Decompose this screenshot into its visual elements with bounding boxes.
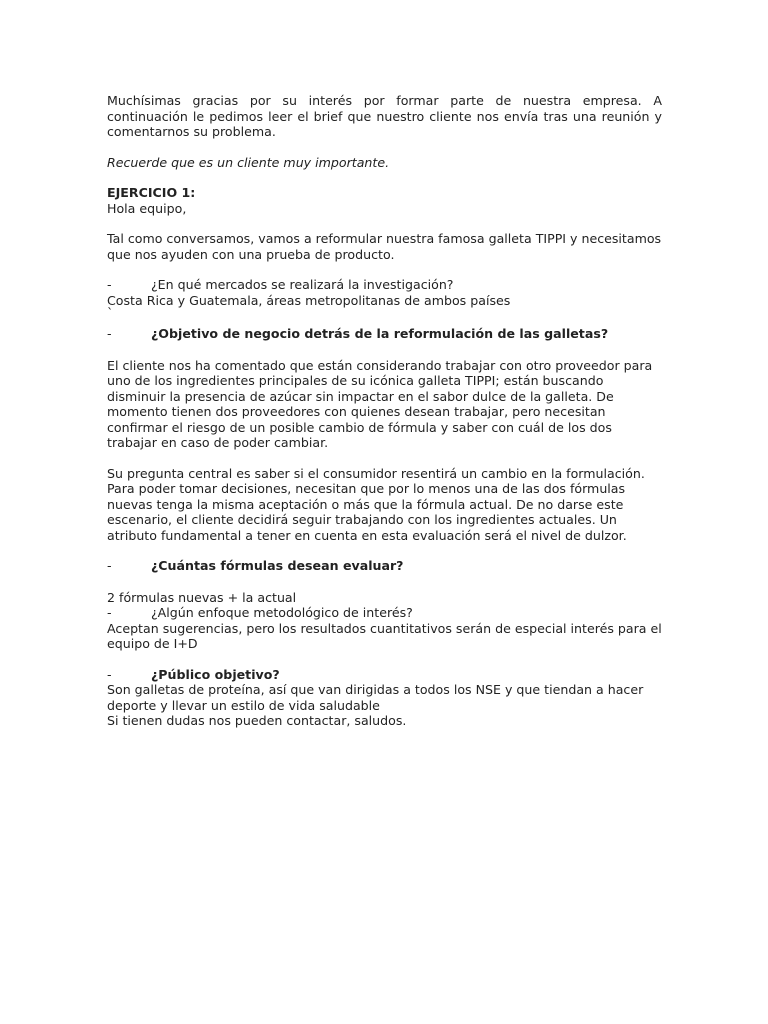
audience-question [107,667,662,683]
methodology-dash: - [107,605,112,620]
objective-p2-line: escenario, el cliente decidirá seguir trabajando con los ingredientes actuales. Un [107,512,617,527]
methodology-question [107,605,662,621]
intro-paragraph: Muchísimas gracias por su interés por formar parte de nuestra empresa. A continuación le pedimos leer el brief que nuestro cliente nos envía tras una reunión y comentarnos su problema. [107,93,662,139]
exercise-opening: Tal como conversamos, vamos a reformular nuestra famosa galleta TIPPI y necesitamos que nos ayuden con una prueba de producto. [107,231,662,262]
closing-line: Si tienen dudas nos pueden contactar, saludos. [107,713,407,728]
objective-question [107,326,662,342]
formulas-question-text: ¿Cuántas fórmulas desean evaluar? [151,558,404,573]
exercise-greeting: Hola equipo, [107,200,187,216]
audience-answer [107,682,662,713]
methodology-answer-line: Aceptan sugerencias, pero los resultados cuantitativos serán de especial interés para el [107,620,662,636]
objective-paragraph-1 [107,358,662,451]
formulas-question [107,558,662,574]
audience-question-text: ¿Público objetivo? [151,666,280,682]
objective-p2-line: atributo fundamental a tener en cuenta en esta evaluación será el nivel de dulzor. [107,527,627,543]
audience-answer-line: Son galletas de proteína, así que van dirigidas a todos los NSE y que tiendan a hacer [107,682,644,697]
objective-p2-line: Su pregunta central es saber si el consumidor resentirá un cambio en la formulación. [107,465,645,481]
exercise-heading: EJERCICIO 1: [107,185,196,200]
formulas-answer: 2 fórmulas nuevas + la actual [107,589,297,605]
objective-p1-line: momento tienen dos proveedores con quienes desean trabajar, pero necesitan [107,404,606,419]
objective-dash: - [107,326,112,341]
objective-p1-line: uno de los ingredientes principales de su icónica galleta TIPPI; están buscando [107,373,604,388]
formulas-dash: - [107,558,112,573]
intro-note: Recuerde que es un cliente muy importante. [107,154,390,170]
objective-p1-line: confirmar el riesgo de un posible cambio de fórmula y saber con cuál de los dos [107,419,612,435]
methodology-question-text: ¿Algún enfoque metodológico de interés? [151,605,413,620]
markets-stray-mark: ` [107,305,114,320]
objective-p1-line: El cliente nos ha comentado que están considerando trabajar con otro proveedor para [107,357,653,373]
audience-answer-line: deporte y llevar un estilo de vida saludable [107,697,380,713]
markets-dash: - [107,277,112,292]
objective-p2-line: nuevas tenga la misma aceptación o más que la fórmula actual. De no darse este [107,496,624,512]
document-page [107,93,662,729]
objective-paragraph-2 [107,466,662,544]
methodology-answer [107,621,662,652]
objective-p2-line: Para poder tomar decisiones, necesitan que por lo menos una de las dos fórmulas [107,481,626,496]
objective-p1-line: trabajar en caso de poder cambiar. [107,435,329,450]
objective-question-text: ¿Objetivo de negocio detrás de la reformulación de las galletas? [151,326,609,341]
objective-p1-line: disminuir la presencia de azúcar sin impactar en el sabor dulce de la galleta. De [107,388,614,404]
audience-dash: - [107,666,112,682]
methodology-answer-line: equipo de I+D [107,636,198,651]
markets-question-text: ¿En qué mercados se realizará la investigación? [151,277,454,292]
markets-answer: Costa Rica y Guatemala, áreas metropolitanas de ambos países [107,292,511,308]
markets-question [107,277,662,293]
